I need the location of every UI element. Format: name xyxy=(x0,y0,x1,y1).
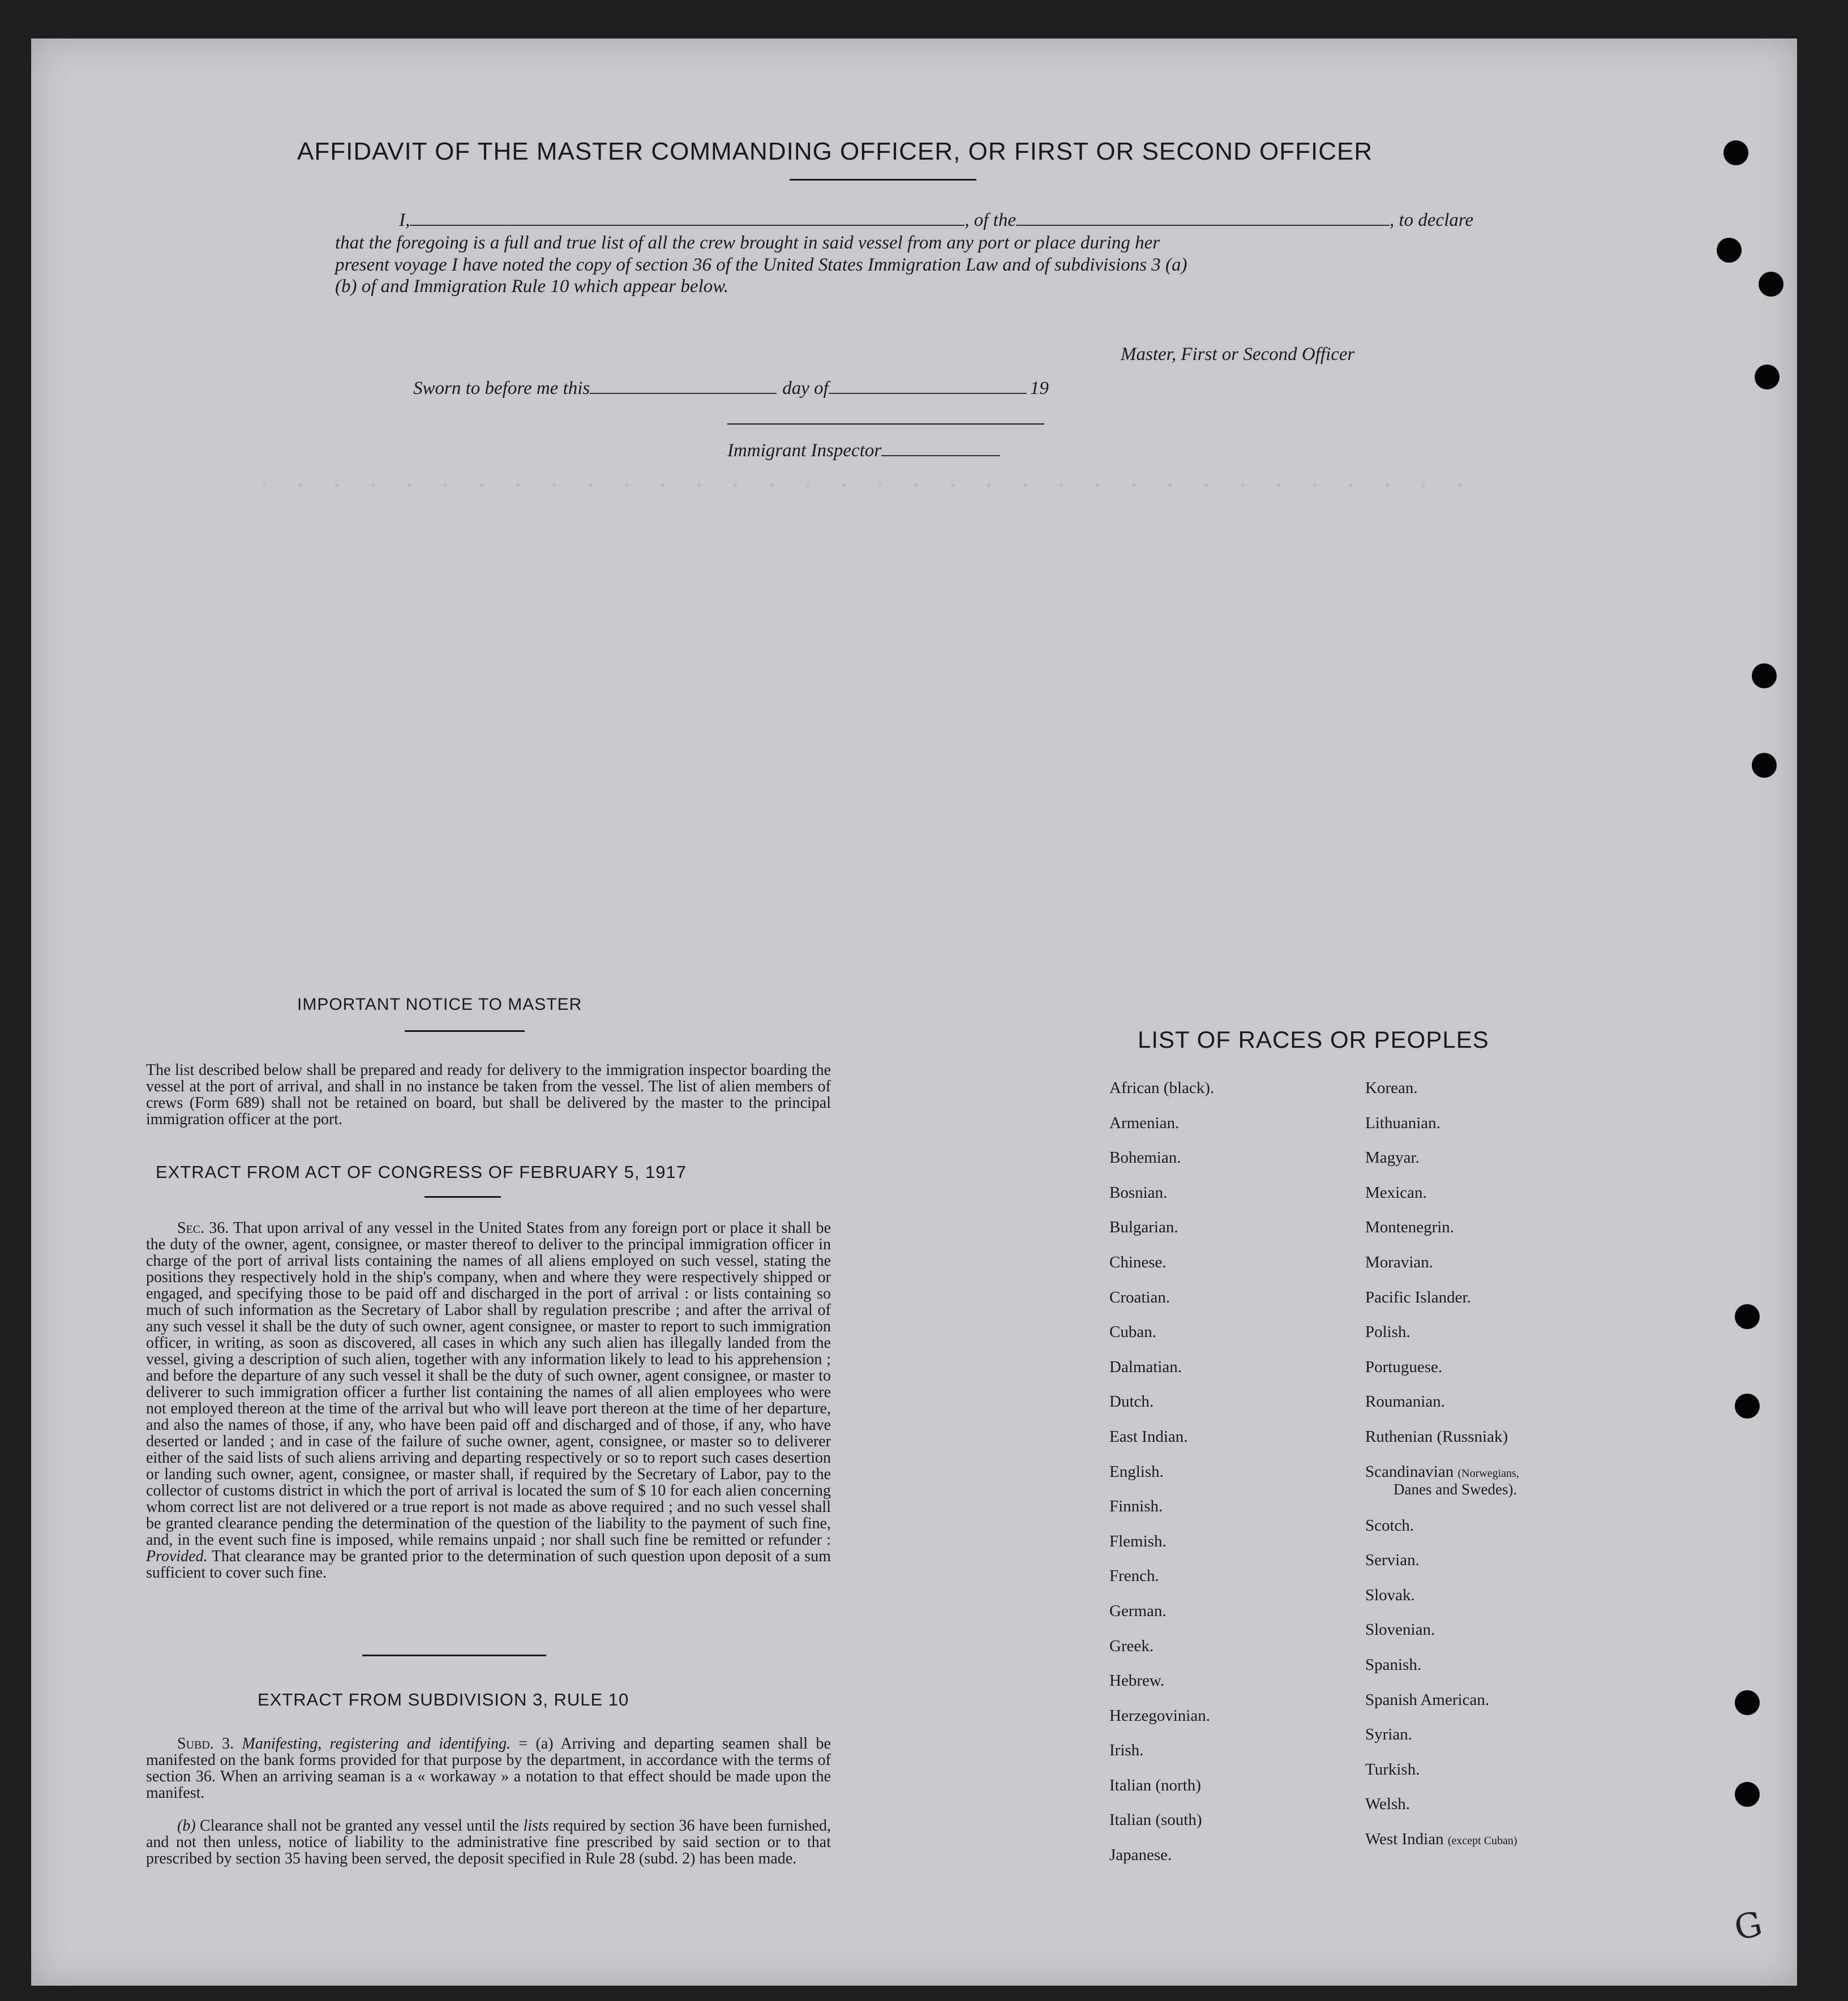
race-item: Bohemian. xyxy=(1109,1149,1181,1167)
affidavit-line-4: (b) of and Immigration Rule 10 which appear below. xyxy=(335,276,729,297)
races-title: LIST OF RACES OR PEOPLES xyxy=(1138,1026,1489,1053)
inspector-label: Immigrant Inspector xyxy=(727,440,882,461)
act-body-end: That clearance may be granted prior to the determination of such question upon deposit of a sum sufficient to cover such fine. xyxy=(146,1548,831,1582)
master-signature-label: Master, First or Second Officer xyxy=(1121,344,1355,365)
race-item: Spanish American. xyxy=(1365,1690,1490,1709)
title-underline xyxy=(790,179,976,181)
race-item: Servian. xyxy=(1365,1551,1420,1570)
inspector-blank xyxy=(881,455,1000,456)
race-item: Finnish. xyxy=(1109,1497,1163,1516)
race-item: Chinese. xyxy=(1109,1253,1167,1271)
race-item: Italian (south) xyxy=(1109,1811,1202,1829)
race-scandinavian-note-2: Danes and Swedes). xyxy=(1393,1480,1517,1498)
rule-subd-label: Subd. 3. xyxy=(177,1735,234,1753)
race-item: English. xyxy=(1109,1462,1164,1481)
race-item: Italian (north) xyxy=(1109,1776,1201,1794)
rule-b-label: (b) xyxy=(177,1817,196,1835)
race-item: Welsh. xyxy=(1365,1795,1410,1814)
race-item: Japanese. xyxy=(1109,1846,1172,1865)
rule-b-lists: lists xyxy=(523,1817,549,1835)
race-west-indian-note: (except Cuban) xyxy=(1447,1834,1517,1847)
vessel-name-blank xyxy=(1016,225,1390,226)
race-item: Magyar. xyxy=(1365,1149,1420,1167)
race-item: Montenegrin. xyxy=(1365,1218,1455,1237)
bleed-through-ghost: . . . . . . . . . . . . . . . . . . . . . . . . . . . . . . . . . . xyxy=(258,469,1472,494)
year-label: 19 xyxy=(1030,378,1049,399)
rule-title: EXTRACT FROM SUBDIVISION 3, RULE 10 xyxy=(258,1690,629,1709)
races-column-2 xyxy=(1365,1079,1519,1865)
declarant-label: I, xyxy=(399,210,410,230)
race-item: Korean. xyxy=(1365,1079,1418,1097)
race-item-scandinavian xyxy=(1365,1463,1519,1516)
vessel-label: , of the xyxy=(964,210,1016,230)
race-item: Slovak. xyxy=(1365,1586,1415,1604)
punch-hole xyxy=(1735,1304,1760,1329)
race-item: Turkish. xyxy=(1365,1760,1420,1779)
rule-text-a xyxy=(146,1736,831,1801)
document-page xyxy=(31,38,1797,1986)
rule-b-1: Clearance shall not be granted any vessel until the xyxy=(200,1817,520,1835)
race-item: Scotch. xyxy=(1365,1516,1414,1535)
affidavit-title: AFFIDAVIT OF THE MASTER COMMANDING OFFICER, OR FIRST OR SECOND OFFICER xyxy=(297,138,1373,165)
affidavit-line-2: that the foregoing is a full and true list of all the crew brought in said vessel from any port or place during her xyxy=(335,233,1160,253)
declarant-name-blank xyxy=(410,225,964,226)
race-item: Dutch. xyxy=(1109,1392,1154,1411)
act-underline xyxy=(425,1196,501,1198)
race-item: Pacific Islander. xyxy=(1365,1288,1471,1306)
race-item: Syrian. xyxy=(1365,1725,1412,1744)
punch-hole xyxy=(1735,1690,1760,1715)
inspector-line xyxy=(727,440,1000,461)
race-item: Slovenian. xyxy=(1365,1621,1435,1639)
punch-hole xyxy=(1755,365,1780,389)
act-provided: Provided. xyxy=(146,1548,208,1565)
race-item: Irish. xyxy=(1109,1741,1144,1760)
race-item: Greek. xyxy=(1109,1636,1154,1655)
sworn-line xyxy=(413,378,1049,399)
race-item: Lithuanian. xyxy=(1365,1113,1440,1132)
race-item: Cuban. xyxy=(1109,1323,1156,1342)
day-of-label: day of xyxy=(782,378,829,399)
punch-hole xyxy=(1752,753,1777,778)
act-body: That upon arrival of any vessel in the United States from any foreign port or place it shall be the duty of the owner, agent, consignee, or master thereof to deliver to the principal immigration officer in charge of the port of arrival lists containing the names of all aliens employed on such vessel, stating the positions they respectively hold in the ship's company, when and where they were respectively shipped or engaged, and specifying those to be paid off and discharged in the port of arrival : or lists containing so much of such information as the Secretary of Labor shall by regulation prescribe ; and after the arrival of any such vessel it shall be the duty of such owner, agent consignee, or master to report to such immigration officer, in writing, as soon as discovered, all cases in which any such alien has illegally landed from the vessel, giving a description of such alien, together with any information likely to lead to his apprehension ; and before the departure of any such vessel it shall be the duty of such owner, agent consignee, or master to deliverer to such immigration officer a further list containing the names of all alien employees who were not employed thereon at the time of the arrival but who will leave port thereon at the time of her departure, and also the names of those, if any, who have been paid off and discharged and of those, if any, who have deserted or landed ; and in case of the failure of suche owner, agent, consignee, or master so to deliverer either of the said lists of such aliens arriving and departing respectively or so to report such cases desertion or landing such owner, agent, consignee, or master shall, if required by the Secretary of Labor, pay to the collector of customs district in which the port of arrival is located the sum of $ 10 for each alien concerning whom correct list are not delivered or a true report is not made as above required ; and no such vessel shall be granted clearance pending the determination of the question of the liability to the payment of such fine, and, in the event such fine is imposed, while remains unpaid ; nor shall such fine be remitted or refunder : xyxy=(146,1219,831,1549)
race-item: Croatian. xyxy=(1109,1288,1170,1306)
handwritten-margin-mark: G xyxy=(1731,1904,1766,1949)
affidavit-line-3: present voyage I have noted the copy of section 36 of the United States Immigration Law and of subdivisions 3 (a) xyxy=(335,255,1187,275)
sworn-month-blank xyxy=(829,393,1027,394)
punch-hole xyxy=(1717,238,1742,263)
race-item: Hebrew. xyxy=(1109,1672,1165,1690)
notice-text: The list described below shall be prepared and ready for delivery to the immigration inspector boarding the vessel at the port of arrival, and shall in no instance be taken from the vessel. The list of alien members of crews (Form 689) shall not be retained on board, but shall be delivered by the master to the principal immigration officer at the port. xyxy=(146,1061,831,1128)
notice-title: IMPORTANT NOTICE TO MASTER xyxy=(297,995,582,1014)
inspector-signature-line xyxy=(727,423,1044,425)
race-item: Moravian. xyxy=(1365,1253,1433,1271)
notice-underline xyxy=(405,1030,525,1032)
races-column-1 xyxy=(1109,1079,1214,1881)
race-item: Dalmatian. xyxy=(1109,1357,1182,1376)
act-section-label: Sec. 36. xyxy=(177,1219,229,1237)
race-item: Ruthenian (Russniak) xyxy=(1365,1427,1508,1446)
race-item: Herzegovinian. xyxy=(1109,1706,1210,1725)
race-scandinavian-note-1: (Norwegians, xyxy=(1457,1467,1519,1480)
rule-subd-title: Manifesting, registering and identifying. xyxy=(242,1735,511,1753)
race-west-indian: West Indian xyxy=(1365,1829,1444,1848)
punch-hole xyxy=(1752,663,1777,688)
race-item: Spanish. xyxy=(1365,1655,1422,1674)
race-item-west-indian xyxy=(1365,1830,1519,1865)
affidavit-line-1 xyxy=(399,210,1473,231)
race-item: Bosnian. xyxy=(1109,1183,1168,1202)
race-item: Portuguese. xyxy=(1365,1357,1443,1376)
race-item: African (black). xyxy=(1109,1079,1215,1097)
punch-hole xyxy=(1735,1782,1760,1807)
race-item: Mexican. xyxy=(1365,1183,1427,1202)
race-item: Bulgarian. xyxy=(1109,1218,1178,1237)
race-scandinavian: Scandinavian xyxy=(1365,1462,1454,1481)
act-text xyxy=(146,1220,831,1581)
sworn-label: Sworn to before me this xyxy=(413,378,590,399)
race-item: Armenian. xyxy=(1109,1113,1180,1132)
rule-text-a-body: = (a) Arriving and departing seamen shall be manifested on the bank forms provided for that purpose by the department, in accordance with the terms of section 36. When an arriving seaman is a « workaway » a notation to that effect should be made upon the manifest. xyxy=(146,1735,831,1802)
sworn-day-blank xyxy=(590,393,777,394)
race-item: Flemish. xyxy=(1109,1532,1167,1550)
rule-text-b xyxy=(146,1818,831,1867)
to-declare-text: , to declare xyxy=(1389,210,1474,230)
race-item: German. xyxy=(1109,1601,1167,1620)
race-item: East Indian. xyxy=(1109,1427,1188,1446)
act-title: EXTRACT FROM ACT OF CONGRESS OF FEBRUARY 5, 1917 xyxy=(156,1162,687,1182)
section-divider xyxy=(362,1655,546,1656)
punch-hole xyxy=(1759,272,1783,297)
rule-b-2: required by section 36 have been furnished, and not then unless, notice of liability to the administrative fine prescribed by said section or to that prescribed by section 35 having been served, the deposit specified in Rule 28 (subd. 2) has been made. xyxy=(146,1817,831,1867)
race-item: Polish. xyxy=(1365,1323,1410,1342)
punch-hole xyxy=(1735,1394,1760,1419)
punch-hole xyxy=(1723,140,1748,165)
race-item: French. xyxy=(1109,1567,1159,1586)
race-item: Roumanian. xyxy=(1365,1392,1445,1411)
